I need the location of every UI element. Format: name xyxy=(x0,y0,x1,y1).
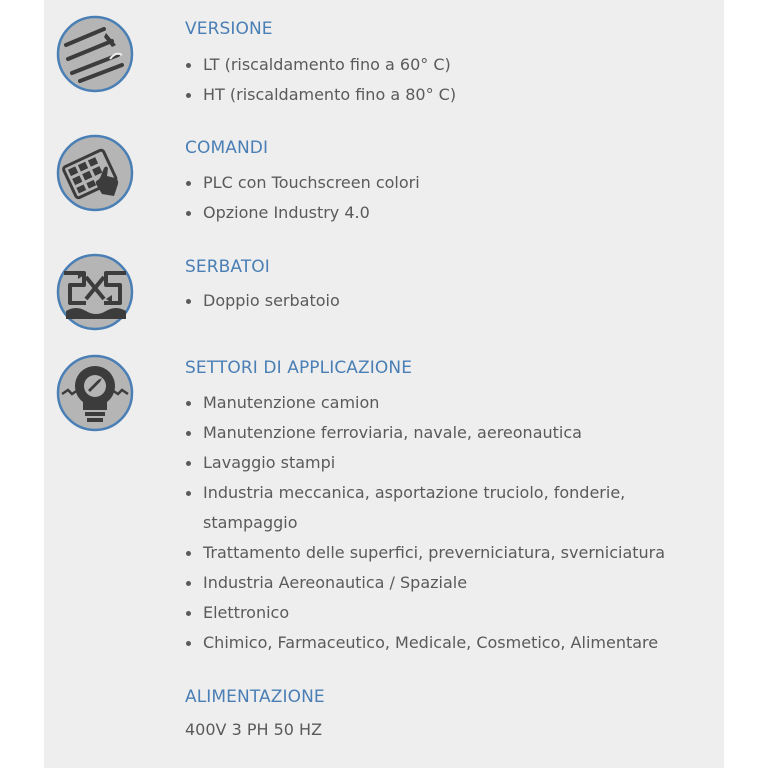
section-title-versione: VERSIONE xyxy=(185,19,273,39)
section-title-serbatoi: SERBATOI xyxy=(185,257,270,277)
section-title-comandi: COMANDI xyxy=(185,138,269,158)
section-list-settori xyxy=(185,388,695,658)
section-list-serbatoi xyxy=(185,286,695,316)
touchscreen-icon xyxy=(56,134,134,212)
list-item: Industria Aereonautica / Spaziale xyxy=(185,568,695,598)
list-item: Trattamento delle superfici, preverniciatura, sverniciatura xyxy=(185,538,695,568)
list-item: LT (riscaldamento fino a 60° C) xyxy=(185,50,695,80)
section-title-settori: SETTORI DI APPLICAZIONE xyxy=(185,358,413,378)
list-item: PLC con Touchscreen colori xyxy=(185,168,695,198)
list-item: Lavaggio stampi xyxy=(185,448,695,478)
section-list-comandi xyxy=(185,168,695,228)
section-list-versione xyxy=(185,50,695,110)
lightbulb-rocket-icon xyxy=(56,354,134,432)
list-item: Opzione Industry 4.0 xyxy=(185,198,695,228)
tank-heating-icon xyxy=(56,15,134,93)
list-item: Elettronico xyxy=(185,598,695,628)
power-value: 400V 3 PH 50 HZ xyxy=(185,720,323,739)
list-item: HT (riscaldamento fino a 80° C) xyxy=(185,80,695,110)
list-item: Chimico, Farmaceutico, Medicale, Cosmetico, Alimentare xyxy=(185,628,695,658)
double-tank-icon xyxy=(56,253,134,331)
list-item: Industria meccanica, asportazione truciolo, fonderie, stampaggio xyxy=(185,478,695,538)
list-item: Manutenzione ferroviaria, navale, aereonautica xyxy=(185,418,695,448)
section-title-alimentazione: ALIMENTAZIONE xyxy=(185,687,325,707)
list-item: Doppio serbatoio xyxy=(185,286,695,316)
list-item: Manutenzione camion xyxy=(185,388,695,418)
